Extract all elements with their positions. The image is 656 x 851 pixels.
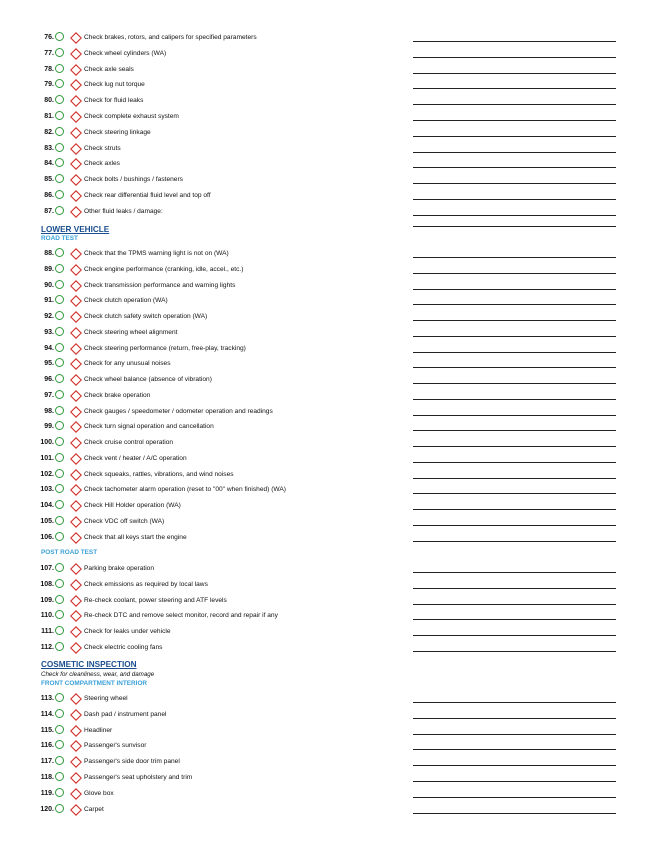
item-number: 83. (44, 144, 54, 152)
item-label: Check wheel cylinders (WA) (84, 49, 167, 57)
item-number: 107. (40, 565, 54, 572)
diamond-icon[interactable] (70, 326, 82, 338)
diamond-icon[interactable] (70, 755, 82, 767)
notes-line[interactable] (413, 572, 616, 573)
notes-line[interactable] (413, 765, 616, 766)
item-label: Headliner (84, 726, 113, 734)
notes-line[interactable] (413, 493, 616, 494)
checklist-row (0, 770, 656, 786)
circle-icon[interactable] (55, 374, 64, 383)
subsection-title: POST ROAD TEST (41, 549, 98, 556)
item-label: Carpet (84, 805, 104, 813)
checklist-row (0, 341, 656, 357)
item-label: Check gauges / speedometer / odometer operation and readings (84, 407, 273, 415)
item-label: Check cruise control operation (84, 439, 174, 446)
item-label: Check electric cooling fans (84, 644, 163, 651)
checklist-row (0, 498, 656, 514)
notes-line[interactable] (413, 352, 616, 353)
notes-line[interactable] (413, 289, 616, 290)
checklist-row (0, 738, 656, 754)
diamond-icon[interactable] (70, 94, 82, 106)
item-number: 103. (40, 486, 54, 494)
notes-line[interactable] (413, 383, 616, 384)
circle-icon[interactable] (55, 358, 64, 367)
circle-icon[interactable] (55, 469, 64, 478)
notes-line[interactable] (413, 41, 616, 42)
circle-icon[interactable] (55, 264, 64, 273)
item-label: Check VDC off switch (WA) (84, 517, 165, 525)
item-label: Check brakes, rotors, and calipers for specified parameters (84, 34, 257, 41)
circle-icon[interactable] (55, 79, 64, 88)
item-label: Check struts (84, 144, 121, 152)
item-label: Check steering performance (return, free-play, tracking) (84, 344, 246, 352)
item-number: 109. (40, 596, 54, 604)
item-label: Check vent / heater / A/C operation (84, 454, 187, 462)
notes-line[interactable] (413, 152, 616, 153)
item-number: 93. (44, 328, 54, 336)
checklist-row (0, 608, 656, 624)
diamond-icon[interactable] (70, 483, 82, 495)
notes-line[interactable] (413, 749, 616, 750)
item-number: 120. (40, 805, 54, 813)
diamond-icon[interactable] (70, 562, 82, 574)
checklist-row (0, 707, 656, 723)
notes-line[interactable] (413, 104, 616, 105)
diamond-icon[interactable] (70, 78, 82, 90)
notes-line[interactable] (413, 718, 616, 719)
diamond-icon[interactable] (70, 31, 82, 43)
checklist-row (0, 172, 656, 188)
diamond-icon[interactable] (70, 625, 82, 637)
item-number: 114. (40, 710, 54, 718)
checklist-row (0, 640, 656, 656)
item-number: 98. (44, 407, 54, 415)
item-number: 90. (44, 281, 54, 289)
circle-icon[interactable] (55, 206, 64, 215)
circle-icon[interactable] (55, 626, 64, 635)
checklist-row (0, 593, 656, 609)
checklist-row (0, 356, 656, 372)
circle-icon[interactable] (55, 111, 64, 120)
item-label: Re-check coolant, power steering and ATF levels (84, 596, 227, 604)
item-label: Check steering linkage (84, 128, 151, 136)
circle-icon[interactable] (55, 158, 64, 167)
checklist-row (0, 278, 656, 294)
item-number: 106. (40, 533, 54, 541)
checklist-row (0, 325, 656, 341)
item-label: Check tachometer alarm operation (reset to "00" when finished) (WA) (84, 486, 286, 494)
circle-icon[interactable] (55, 190, 64, 199)
diamond-icon[interactable] (70, 594, 82, 606)
item-label: Passenger's side door trim panel (84, 758, 180, 766)
checklist-row (0, 786, 656, 802)
notes-line[interactable] (413, 619, 616, 620)
checklist-row (0, 435, 656, 451)
item-label: Check axle seals (84, 65, 134, 73)
circle-icon[interactable] (55, 595, 64, 604)
notes-line[interactable] (413, 57, 616, 58)
item-number: 85. (44, 176, 54, 184)
checklist-row (0, 77, 656, 93)
notes-line[interactable] (413, 304, 616, 305)
diamond-icon[interactable] (70, 420, 82, 432)
item-label: Dash pad / instrument panel (84, 710, 167, 718)
circle-icon[interactable] (55, 32, 64, 41)
notes-line[interactable] (413, 226, 616, 227)
checklist-row (0, 246, 656, 262)
diamond-icon[interactable] (70, 609, 82, 621)
circle-icon[interactable] (55, 740, 64, 749)
checklist-row (0, 293, 656, 309)
checklist-row (0, 388, 656, 404)
section-heading: LOWER VEHICLE (41, 225, 110, 234)
diamond-icon[interactable] (70, 468, 82, 480)
item-number: 86. (44, 192, 54, 199)
diamond-icon[interactable] (70, 578, 82, 590)
diamond-icon[interactable] (70, 499, 82, 511)
circle-icon[interactable] (55, 532, 64, 541)
diamond-icon[interactable] (70, 142, 82, 154)
diamond-icon[interactable] (70, 692, 82, 704)
notes-line[interactable] (413, 702, 616, 703)
item-label: Check bolts / bushings / fasteners (84, 176, 183, 184)
circle-icon[interactable] (55, 327, 64, 336)
notes-line[interactable] (413, 541, 616, 542)
circle-icon[interactable] (55, 421, 64, 430)
circle-icon[interactable] (55, 437, 64, 446)
item-number: 110. (40, 612, 54, 620)
diamond-icon[interactable] (70, 342, 82, 354)
diamond-icon[interactable] (70, 357, 82, 369)
diamond-icon[interactable] (70, 63, 82, 75)
diamond-icon[interactable] (70, 389, 82, 401)
checklist-row (0, 624, 656, 640)
item-number: 80. (44, 97, 54, 105)
notes-line[interactable] (413, 525, 616, 526)
notes-line[interactable] (413, 797, 616, 798)
item-label: Check complete exhaust system (84, 113, 179, 120)
item-label: Steering wheel (84, 695, 128, 702)
item-number: 84. (44, 160, 54, 168)
circle-icon[interactable] (55, 127, 64, 136)
item-number: 105. (40, 517, 54, 525)
diamond-icon[interactable] (70, 189, 82, 201)
item-label: Passenger's seat upholstery and trim (84, 774, 193, 781)
circle-icon[interactable] (55, 693, 64, 702)
checklist-row (0, 156, 656, 172)
notes-line[interactable] (413, 336, 616, 337)
circle-icon[interactable] (55, 248, 64, 257)
diamond-icon[interactable] (70, 787, 82, 799)
checklist-row (0, 419, 656, 435)
checklist-row (0, 467, 656, 483)
checklist-row (0, 404, 656, 420)
section-note: Check for cleanliness, wear, and damage (41, 671, 155, 678)
item-label: Check for leaks under vehicle (84, 628, 171, 636)
item-label: Check lug nut torque (84, 81, 145, 89)
diamond-icon[interactable] (70, 126, 82, 138)
item-number: 112. (40, 644, 54, 651)
item-label: Check engine performance (cranking, idle, accel., etc.) (84, 265, 244, 273)
checklist-row (0, 691, 656, 707)
circle-icon[interactable] (55, 772, 64, 781)
circle-icon[interactable] (55, 143, 64, 152)
notes-line[interactable] (413, 446, 616, 447)
checklist-row (0, 530, 656, 546)
checklist-row (0, 141, 656, 157)
notes-line[interactable] (413, 199, 616, 200)
item-number: 96. (44, 376, 54, 383)
diamond-icon[interactable] (70, 263, 82, 275)
item-label: Check rear differential fluid level and top off (84, 192, 211, 199)
checklist-row (0, 372, 656, 388)
diamond-icon[interactable] (70, 279, 82, 291)
diamond-icon[interactable] (70, 803, 82, 815)
checklist-row (0, 561, 656, 577)
circle-icon[interactable] (55, 174, 64, 183)
diamond-icon[interactable] (70, 515, 82, 527)
diamond-icon[interactable] (70, 452, 82, 464)
item-label: Check brake operation (84, 391, 151, 399)
diamond-icon[interactable] (70, 47, 82, 59)
circle-icon[interactable] (55, 709, 64, 718)
checklist-row (0, 309, 656, 325)
checklist-row (0, 482, 656, 498)
item-number: 117. (40, 758, 54, 766)
diamond-icon[interactable] (70, 641, 82, 653)
item-number: 81. (44, 113, 54, 120)
item-number: 111. (41, 628, 54, 636)
circle-icon[interactable] (55, 642, 64, 651)
item-label: Check wheel balance (absence of vibration) (84, 376, 212, 383)
checklist-row (0, 188, 656, 204)
circle-icon[interactable] (55, 725, 64, 734)
item-number: 99. (44, 423, 54, 431)
item-number: 115. (40, 726, 54, 734)
circle-icon[interactable] (55, 756, 64, 765)
checklist-row (0, 451, 656, 467)
item-number: 118. (40, 774, 54, 781)
notes-line[interactable] (413, 734, 616, 735)
diamond-icon[interactable] (70, 110, 82, 122)
diamond-icon[interactable] (70, 531, 82, 543)
item-number: 79. (44, 81, 54, 89)
item-number: 91. (44, 297, 54, 305)
item-label: Re-check DTC and remove select monitor, record and repair if any (84, 612, 278, 620)
notes-line[interactable] (413, 320, 616, 321)
item-number: 89. (44, 265, 54, 273)
circle-icon[interactable] (55, 343, 64, 352)
item-number: 95. (44, 360, 54, 368)
item-number: 97. (44, 391, 54, 399)
circle-icon[interactable] (55, 280, 64, 289)
subsection-title: ROAD TEST (41, 235, 78, 242)
circle-icon[interactable] (55, 95, 64, 104)
circle-icon[interactable] (55, 788, 64, 797)
item-number: 94. (44, 344, 54, 352)
notes-line[interactable] (413, 462, 616, 463)
diamond-icon[interactable] (70, 708, 82, 720)
circle-icon[interactable] (55, 311, 64, 320)
item-number: 102. (40, 470, 54, 478)
notes-line[interactable] (413, 167, 616, 168)
diamond-icon[interactable] (70, 373, 82, 385)
item-label: Check squeaks, rattles, vibrations, and wind noises (84, 470, 234, 478)
notes-line[interactable] (413, 478, 616, 479)
circle-icon[interactable] (55, 295, 64, 304)
notes-line[interactable] (413, 215, 616, 216)
circle-icon[interactable] (55, 579, 64, 588)
item-number: 92. (44, 313, 54, 320)
checklist-row (0, 723, 656, 739)
notes-line[interactable] (413, 604, 616, 605)
notes-line[interactable] (413, 257, 616, 258)
item-label: Check clutch safety switch operation (WA) (84, 313, 208, 320)
item-number: 104. (40, 502, 54, 509)
diamond-icon[interactable] (70, 173, 82, 185)
diamond-icon[interactable] (70, 157, 82, 169)
circle-icon[interactable] (55, 453, 64, 462)
item-number: 101. (40, 454, 54, 462)
circle-icon[interactable] (55, 804, 64, 813)
item-number: 119. (40, 789, 54, 797)
notes-line[interactable] (413, 399, 616, 400)
notes-line[interactable] (413, 273, 616, 274)
circle-icon[interactable] (55, 64, 64, 73)
diamond-icon[interactable] (70, 310, 82, 322)
notes-line[interactable] (413, 588, 616, 589)
circle-icon[interactable] (55, 563, 64, 572)
circle-icon[interactable] (55, 484, 64, 493)
notes-line[interactable] (413, 367, 616, 368)
checklist-row (0, 262, 656, 278)
notes-line[interactable] (413, 651, 616, 652)
notes-line[interactable] (413, 120, 616, 121)
item-number: 82. (44, 128, 54, 136)
notes-line[interactable] (413, 635, 616, 636)
item-number: 116. (40, 742, 54, 750)
notes-line[interactable] (413, 509, 616, 510)
item-label: Check clutch operation (WA) (84, 297, 168, 305)
notes-line[interactable] (413, 73, 616, 74)
item-number: 78. (44, 65, 54, 73)
item-number: 88. (44, 250, 54, 257)
circle-icon[interactable] (55, 390, 64, 399)
item-label: Check turn signal operation and cancellation (84, 423, 214, 431)
item-label: Check steering wheel alignment (84, 328, 178, 336)
checklist-row (0, 802, 656, 818)
item-number: 113. (40, 695, 54, 702)
item-number: 87. (44, 207, 54, 215)
checklist-row (0, 30, 656, 46)
notes-line[interactable] (413, 183, 616, 184)
checklist-row (0, 125, 656, 141)
item-label: Check for fluid leaks (84, 97, 144, 105)
item-label: Check transmission performance and warning lights (84, 281, 236, 289)
notes-line[interactable] (413, 781, 616, 782)
item-label: Check that all keys start the engine (84, 533, 187, 541)
circle-icon[interactable] (55, 406, 64, 415)
section-heading: COSMETIC INSPECTION (41, 660, 137, 669)
checklist-row (0, 204, 656, 220)
diamond-icon[interactable] (70, 247, 82, 259)
item-label: Check for any unusual noises (84, 360, 171, 368)
item-label: Glove box (84, 789, 114, 797)
diamond-icon[interactable] (70, 436, 82, 448)
item-label: Passenger's sunvisor (84, 742, 147, 750)
item-number: 77. (44, 49, 54, 57)
circle-icon[interactable] (55, 610, 64, 619)
diamond-icon[interactable] (70, 405, 82, 417)
notes-line[interactable] (413, 415, 616, 416)
diamond-icon[interactable] (70, 724, 82, 736)
checklist-row (0, 514, 656, 530)
circle-icon[interactable] (55, 500, 64, 509)
diamond-icon[interactable] (70, 771, 82, 783)
item-number: 108. (40, 580, 54, 588)
diamond-icon[interactable] (70, 294, 82, 306)
item-label: Check Hill Holder operation (WA) (84, 502, 181, 509)
circle-icon[interactable] (55, 48, 64, 57)
checklist-row (0, 93, 656, 109)
item-number: 100. (40, 439, 54, 446)
checklist-row (0, 62, 656, 78)
item-label: Check emissions as required by local laws (84, 580, 208, 588)
notes-line[interactable] (413, 813, 616, 814)
diamond-icon[interactable] (70, 205, 82, 217)
notes-line[interactable] (413, 88, 616, 89)
item-label: Parking brake operation (84, 565, 155, 572)
item-label: Other fluid leaks / damage: (84, 207, 163, 215)
checklist-row (0, 577, 656, 593)
checklist-row (0, 754, 656, 770)
circle-icon[interactable] (55, 516, 64, 525)
item-label: Check that the TPMS warning light is not on (WA) (84, 250, 229, 257)
subsection-title: FRONT COMPARTMENT INTERIOR (41, 680, 148, 687)
diamond-icon[interactable] (70, 739, 82, 751)
item-number: 76. (44, 34, 54, 41)
checklist-row (0, 109, 656, 125)
item-label: Check axles (84, 160, 120, 168)
notes-line[interactable] (413, 430, 616, 431)
notes-line[interactable] (413, 136, 616, 137)
checklist-row (0, 46, 656, 62)
